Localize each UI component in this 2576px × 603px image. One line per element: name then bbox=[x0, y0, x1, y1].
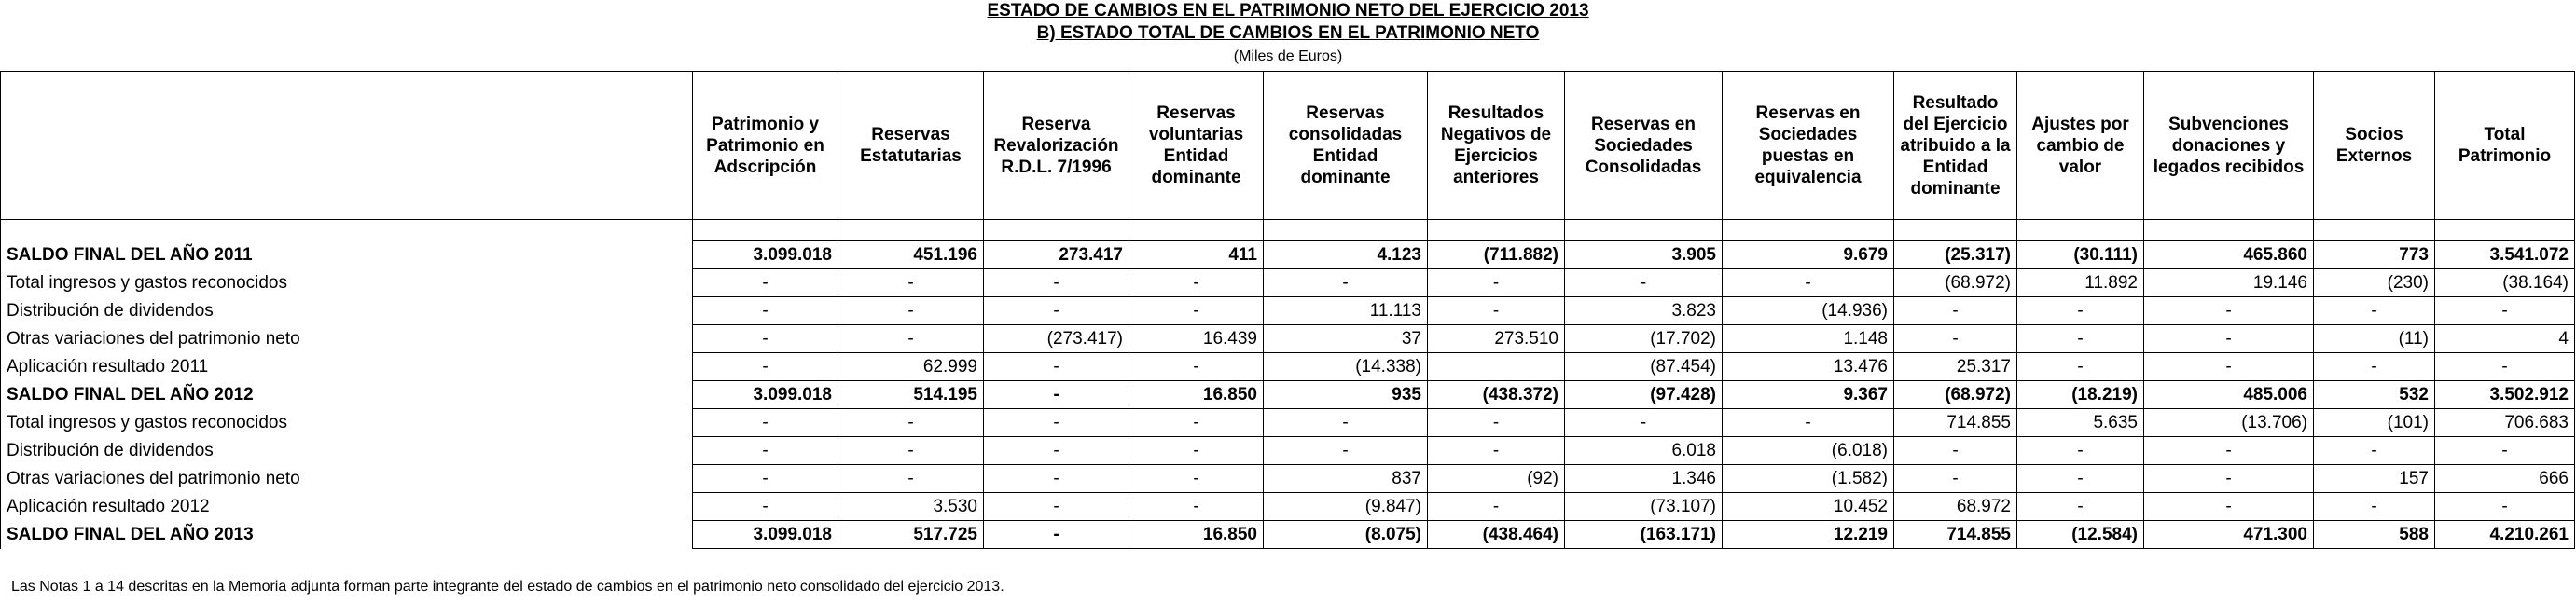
value-cell: - bbox=[2017, 493, 2144, 521]
value-cell: 4.210.261 bbox=[2435, 521, 2575, 549]
table-row bbox=[1, 521, 2575, 549]
value-cell: - bbox=[1894, 465, 2017, 493]
spacer-cell bbox=[838, 220, 984, 241]
value-cell: (6.018) bbox=[1723, 437, 1894, 465]
value-cell: - bbox=[1129, 493, 1264, 521]
value-cell: - bbox=[1129, 297, 1264, 325]
units-label: (Miles de Euros) bbox=[1233, 48, 1343, 64]
spacer-cell bbox=[1894, 220, 2017, 241]
value-cell: (68.972) bbox=[1894, 269, 2017, 297]
table-row bbox=[1, 325, 2575, 353]
value-cell: - bbox=[2144, 465, 2314, 493]
value-cell: - bbox=[2144, 353, 2314, 381]
value-cell: 12.219 bbox=[1723, 521, 1894, 549]
value-cell: 3.541.072 bbox=[2435, 241, 2575, 269]
value-cell: 588 bbox=[2314, 521, 2435, 549]
value-cell: - bbox=[838, 297, 984, 325]
value-cell: - bbox=[984, 381, 1129, 409]
value-cell: 9.679 bbox=[1723, 241, 1894, 269]
value-cell: - bbox=[2314, 353, 2435, 381]
column-header: Reservas voluntarias Entidad dominante bbox=[1129, 72, 1264, 220]
value-cell: - bbox=[2435, 297, 2575, 325]
table-row bbox=[1, 381, 2575, 409]
value-cell: 68.972 bbox=[1894, 493, 2017, 521]
value-cell: 273.510 bbox=[1428, 325, 1565, 353]
column-header: Ajustes por cambio de valor bbox=[2017, 72, 2144, 220]
value-cell: - bbox=[1428, 297, 1565, 325]
value-cell: - bbox=[693, 409, 838, 437]
table-row bbox=[1, 269, 2575, 297]
value-cell: - bbox=[984, 465, 1129, 493]
value-cell: 465.860 bbox=[2144, 241, 2314, 269]
value-cell: 5.635 bbox=[2017, 409, 2144, 437]
value-cell: - bbox=[693, 465, 838, 493]
value-cell: 517.725 bbox=[838, 521, 984, 549]
column-header: Total Patrimonio bbox=[2435, 72, 2575, 220]
spacer-label-cell bbox=[1, 220, 693, 241]
value-cell: - bbox=[2314, 493, 2435, 521]
column-header: Subvenciones donaciones y legados recibidos bbox=[2144, 72, 2314, 220]
value-cell: (73.107) bbox=[1565, 493, 1723, 521]
column-header: Resultado del Ejercicio atribuido a la Entidad dominante bbox=[1894, 72, 2017, 220]
value-cell: - bbox=[984, 493, 1129, 521]
value-cell: - bbox=[1428, 493, 1565, 521]
value-cell: (273.417) bbox=[984, 325, 1129, 353]
value-cell: - bbox=[1264, 437, 1428, 465]
header-spacer-row bbox=[1, 220, 2575, 241]
row-label: SALDO FINAL DEL AÑO 2013 bbox=[1, 521, 693, 549]
value-cell: - bbox=[2144, 437, 2314, 465]
row-label: Aplicación resultado 2012 bbox=[1, 493, 693, 521]
table-row bbox=[1, 297, 2575, 325]
value-cell: - bbox=[2017, 297, 2144, 325]
value-cell: (87.454) bbox=[1565, 353, 1723, 381]
equity-changes-table bbox=[0, 71, 2575, 549]
column-header-row bbox=[1, 72, 2575, 220]
value-cell: 3.099.018 bbox=[693, 521, 838, 549]
column-header: Patrimonio y Patrimonio en Adscripción bbox=[693, 72, 838, 220]
value-cell: (18.219) bbox=[2017, 381, 2144, 409]
value-cell: - bbox=[1129, 353, 1264, 381]
value-cell: - bbox=[838, 269, 984, 297]
value-cell: - bbox=[984, 269, 1129, 297]
value-cell: 10.452 bbox=[1723, 493, 1894, 521]
column-header: Reservas Estatutarias bbox=[838, 72, 984, 220]
value-cell: 3.905 bbox=[1565, 241, 1723, 269]
value-cell: - bbox=[984, 437, 1129, 465]
spacer-cell bbox=[2017, 220, 2144, 241]
table-row bbox=[1, 465, 2575, 493]
value-cell: - bbox=[1264, 269, 1428, 297]
table-row bbox=[1, 409, 2575, 437]
value-cell: 3.099.018 bbox=[693, 381, 838, 409]
value-cell: - bbox=[2017, 353, 2144, 381]
value-cell: 451.196 bbox=[838, 241, 984, 269]
value-cell: (438.372) bbox=[1428, 381, 1565, 409]
header-corner bbox=[1, 72, 693, 220]
value-cell bbox=[1428, 353, 1565, 381]
row-label: SALDO FINAL DEL AÑO 2012 bbox=[1, 381, 693, 409]
value-cell: 16.439 bbox=[1129, 325, 1264, 353]
value-cell: - bbox=[838, 465, 984, 493]
spacer-cell bbox=[1428, 220, 1565, 241]
value-cell: - bbox=[1129, 409, 1264, 437]
value-cell: - bbox=[984, 409, 1129, 437]
value-cell: (68.972) bbox=[1894, 381, 2017, 409]
value-cell: 62.999 bbox=[838, 353, 984, 381]
value-cell: - bbox=[2435, 493, 2575, 521]
value-cell: 11.892 bbox=[2017, 269, 2144, 297]
value-cell: 3.502.912 bbox=[2435, 381, 2575, 409]
value-cell: 16.850 bbox=[1129, 521, 1264, 549]
table-row bbox=[1, 353, 2575, 381]
value-cell: (12.584) bbox=[2017, 521, 2144, 549]
value-cell: - bbox=[1894, 325, 2017, 353]
value-cell: 3.823 bbox=[1565, 297, 1723, 325]
value-cell: 485.006 bbox=[2144, 381, 2314, 409]
value-cell: (230) bbox=[2314, 269, 2435, 297]
value-cell: 514.195 bbox=[838, 381, 984, 409]
value-cell: (438.464) bbox=[1428, 521, 1565, 549]
row-label: Aplicación resultado 2011 bbox=[1, 353, 693, 381]
value-cell: - bbox=[2435, 437, 2575, 465]
value-cell: - bbox=[2017, 437, 2144, 465]
value-cell: - bbox=[1723, 269, 1894, 297]
spacer-cell bbox=[1565, 220, 1723, 241]
table-body bbox=[1, 241, 2575, 549]
value-cell: - bbox=[2144, 493, 2314, 521]
value-cell: 666 bbox=[2435, 465, 2575, 493]
value-cell: - bbox=[984, 521, 1129, 549]
spacer-cell bbox=[1129, 220, 1264, 241]
value-cell: (14.338) bbox=[1264, 353, 1428, 381]
spacer-cell bbox=[2314, 220, 2435, 241]
value-cell: - bbox=[1565, 269, 1723, 297]
value-cell: - bbox=[1428, 409, 1565, 437]
value-cell: (14.936) bbox=[1723, 297, 1894, 325]
column-header: Reservas consolidadas Entidad dominante bbox=[1264, 72, 1428, 220]
value-cell: (711.882) bbox=[1428, 241, 1565, 269]
value-cell: - bbox=[2435, 353, 2575, 381]
table-row bbox=[1, 493, 2575, 521]
value-cell: - bbox=[693, 353, 838, 381]
row-label: Otras variaciones del patrimonio neto bbox=[1, 465, 693, 493]
value-cell: (17.702) bbox=[1565, 325, 1723, 353]
value-cell: 411 bbox=[1129, 241, 1264, 269]
value-cell: (13.706) bbox=[2144, 409, 2314, 437]
value-cell: 3.099.018 bbox=[693, 241, 838, 269]
row-label: Distribución de dividendos bbox=[1, 297, 693, 325]
value-cell: 16.850 bbox=[1129, 381, 1264, 409]
row-label: Total ingresos y gastos reconocidos bbox=[1, 269, 693, 297]
value-cell: - bbox=[2017, 325, 2144, 353]
value-cell: 19.146 bbox=[2144, 269, 2314, 297]
value-cell: 6.018 bbox=[1565, 437, 1723, 465]
value-cell: 37 bbox=[1264, 325, 1428, 353]
value-cell: (8.075) bbox=[1264, 521, 1428, 549]
value-cell: 714.855 bbox=[1894, 409, 2017, 437]
value-cell: - bbox=[1565, 409, 1723, 437]
value-cell: 11.113 bbox=[1264, 297, 1428, 325]
spacer-cell bbox=[2144, 220, 2314, 241]
spacer-cell bbox=[1264, 220, 1428, 241]
report-title: ESTADO DE CAMBIOS EN EL PATRIMONIO NETO DEL EJERCICIO 2013 bbox=[987, 1, 1589, 21]
spacer-cell bbox=[1723, 220, 1894, 241]
value-cell: 157 bbox=[2314, 465, 2435, 493]
value-cell: - bbox=[984, 353, 1129, 381]
spacer-cell bbox=[2435, 220, 2575, 241]
value-cell: 471.300 bbox=[2144, 521, 2314, 549]
table-row bbox=[1, 241, 2575, 269]
value-cell: - bbox=[693, 493, 838, 521]
column-header: Resultados Negativos de Ejercicios anteriores bbox=[1428, 72, 1565, 220]
value-cell: 532 bbox=[2314, 381, 2435, 409]
value-cell: - bbox=[693, 325, 838, 353]
value-cell: 273.417 bbox=[984, 241, 1129, 269]
value-cell: - bbox=[2314, 437, 2435, 465]
value-cell: - bbox=[1129, 269, 1264, 297]
value-cell: - bbox=[2144, 325, 2314, 353]
value-cell: 706.683 bbox=[2435, 409, 2575, 437]
value-cell: (97.428) bbox=[1565, 381, 1723, 409]
value-cell: - bbox=[1723, 409, 1894, 437]
value-cell: (30.111) bbox=[2017, 241, 2144, 269]
value-cell: - bbox=[1894, 297, 2017, 325]
value-cell: - bbox=[838, 437, 984, 465]
value-cell: 837 bbox=[1264, 465, 1428, 493]
value-cell: (163.171) bbox=[1565, 521, 1723, 549]
value-cell: - bbox=[1894, 437, 2017, 465]
value-cell: - bbox=[1428, 437, 1565, 465]
column-header: Socios Externos bbox=[2314, 72, 2435, 220]
value-cell: - bbox=[2314, 297, 2435, 325]
value-cell: (92) bbox=[1428, 465, 1565, 493]
value-cell: - bbox=[1264, 409, 1428, 437]
spacer-cell bbox=[693, 220, 838, 241]
value-cell: 714.855 bbox=[1894, 521, 2017, 549]
value-cell: - bbox=[984, 297, 1129, 325]
value-cell: (101) bbox=[2314, 409, 2435, 437]
value-cell: 4.123 bbox=[1264, 241, 1428, 269]
value-cell: - bbox=[1129, 437, 1264, 465]
value-cell: - bbox=[693, 297, 838, 325]
footnote: Las Notas 1 a 14 descritas en la Memoria adjunta forman parte integrante del estado de cambios en el patrimonio neto consolidado del ejercicio 2013. bbox=[11, 579, 1004, 595]
row-label: SALDO FINAL DEL AÑO 2011 bbox=[1, 241, 693, 269]
value-cell: 773 bbox=[2314, 241, 2435, 269]
value-cell: (9.847) bbox=[1264, 493, 1428, 521]
value-cell: - bbox=[693, 437, 838, 465]
value-cell: (11) bbox=[2314, 325, 2435, 353]
value-cell: 13.476 bbox=[1723, 353, 1894, 381]
value-cell: (38.164) bbox=[2435, 269, 2575, 297]
value-cell: 3.530 bbox=[838, 493, 984, 521]
value-cell: - bbox=[1428, 269, 1565, 297]
value-cell: 25.317 bbox=[1894, 353, 2017, 381]
value-cell: - bbox=[2017, 465, 2144, 493]
value-cell: 9.367 bbox=[1723, 381, 1894, 409]
report-subtitle: B) ESTADO TOTAL DE CAMBIOS EN EL PATRIMONIO NETO bbox=[1036, 23, 1540, 43]
column-header: Reservas en Sociedades Consolidadas bbox=[1565, 72, 1723, 220]
value-cell: - bbox=[1129, 465, 1264, 493]
row-label: Distribución de dividendos bbox=[1, 437, 693, 465]
value-cell: (25.317) bbox=[1894, 241, 2017, 269]
value-cell: 1.148 bbox=[1723, 325, 1894, 353]
table-row bbox=[1, 437, 2575, 465]
column-header: Reservas en Sociedades puestas en equivalencia bbox=[1723, 72, 1894, 220]
value-cell: 4 bbox=[2435, 325, 2575, 353]
value-cell: - bbox=[838, 409, 984, 437]
value-cell: - bbox=[838, 325, 984, 353]
row-label: Total ingresos y gastos reconocidos bbox=[1, 409, 693, 437]
value-cell: (1.582) bbox=[1723, 465, 1894, 493]
value-cell: - bbox=[2144, 297, 2314, 325]
column-header: Reserva Revalorización R.D.L. 7/1996 bbox=[984, 72, 1129, 220]
value-cell: 935 bbox=[1264, 381, 1428, 409]
value-cell: - bbox=[693, 269, 838, 297]
spacer-cell bbox=[984, 220, 1129, 241]
value-cell: 1.346 bbox=[1565, 465, 1723, 493]
row-label: Otras variaciones del patrimonio neto bbox=[1, 325, 693, 353]
